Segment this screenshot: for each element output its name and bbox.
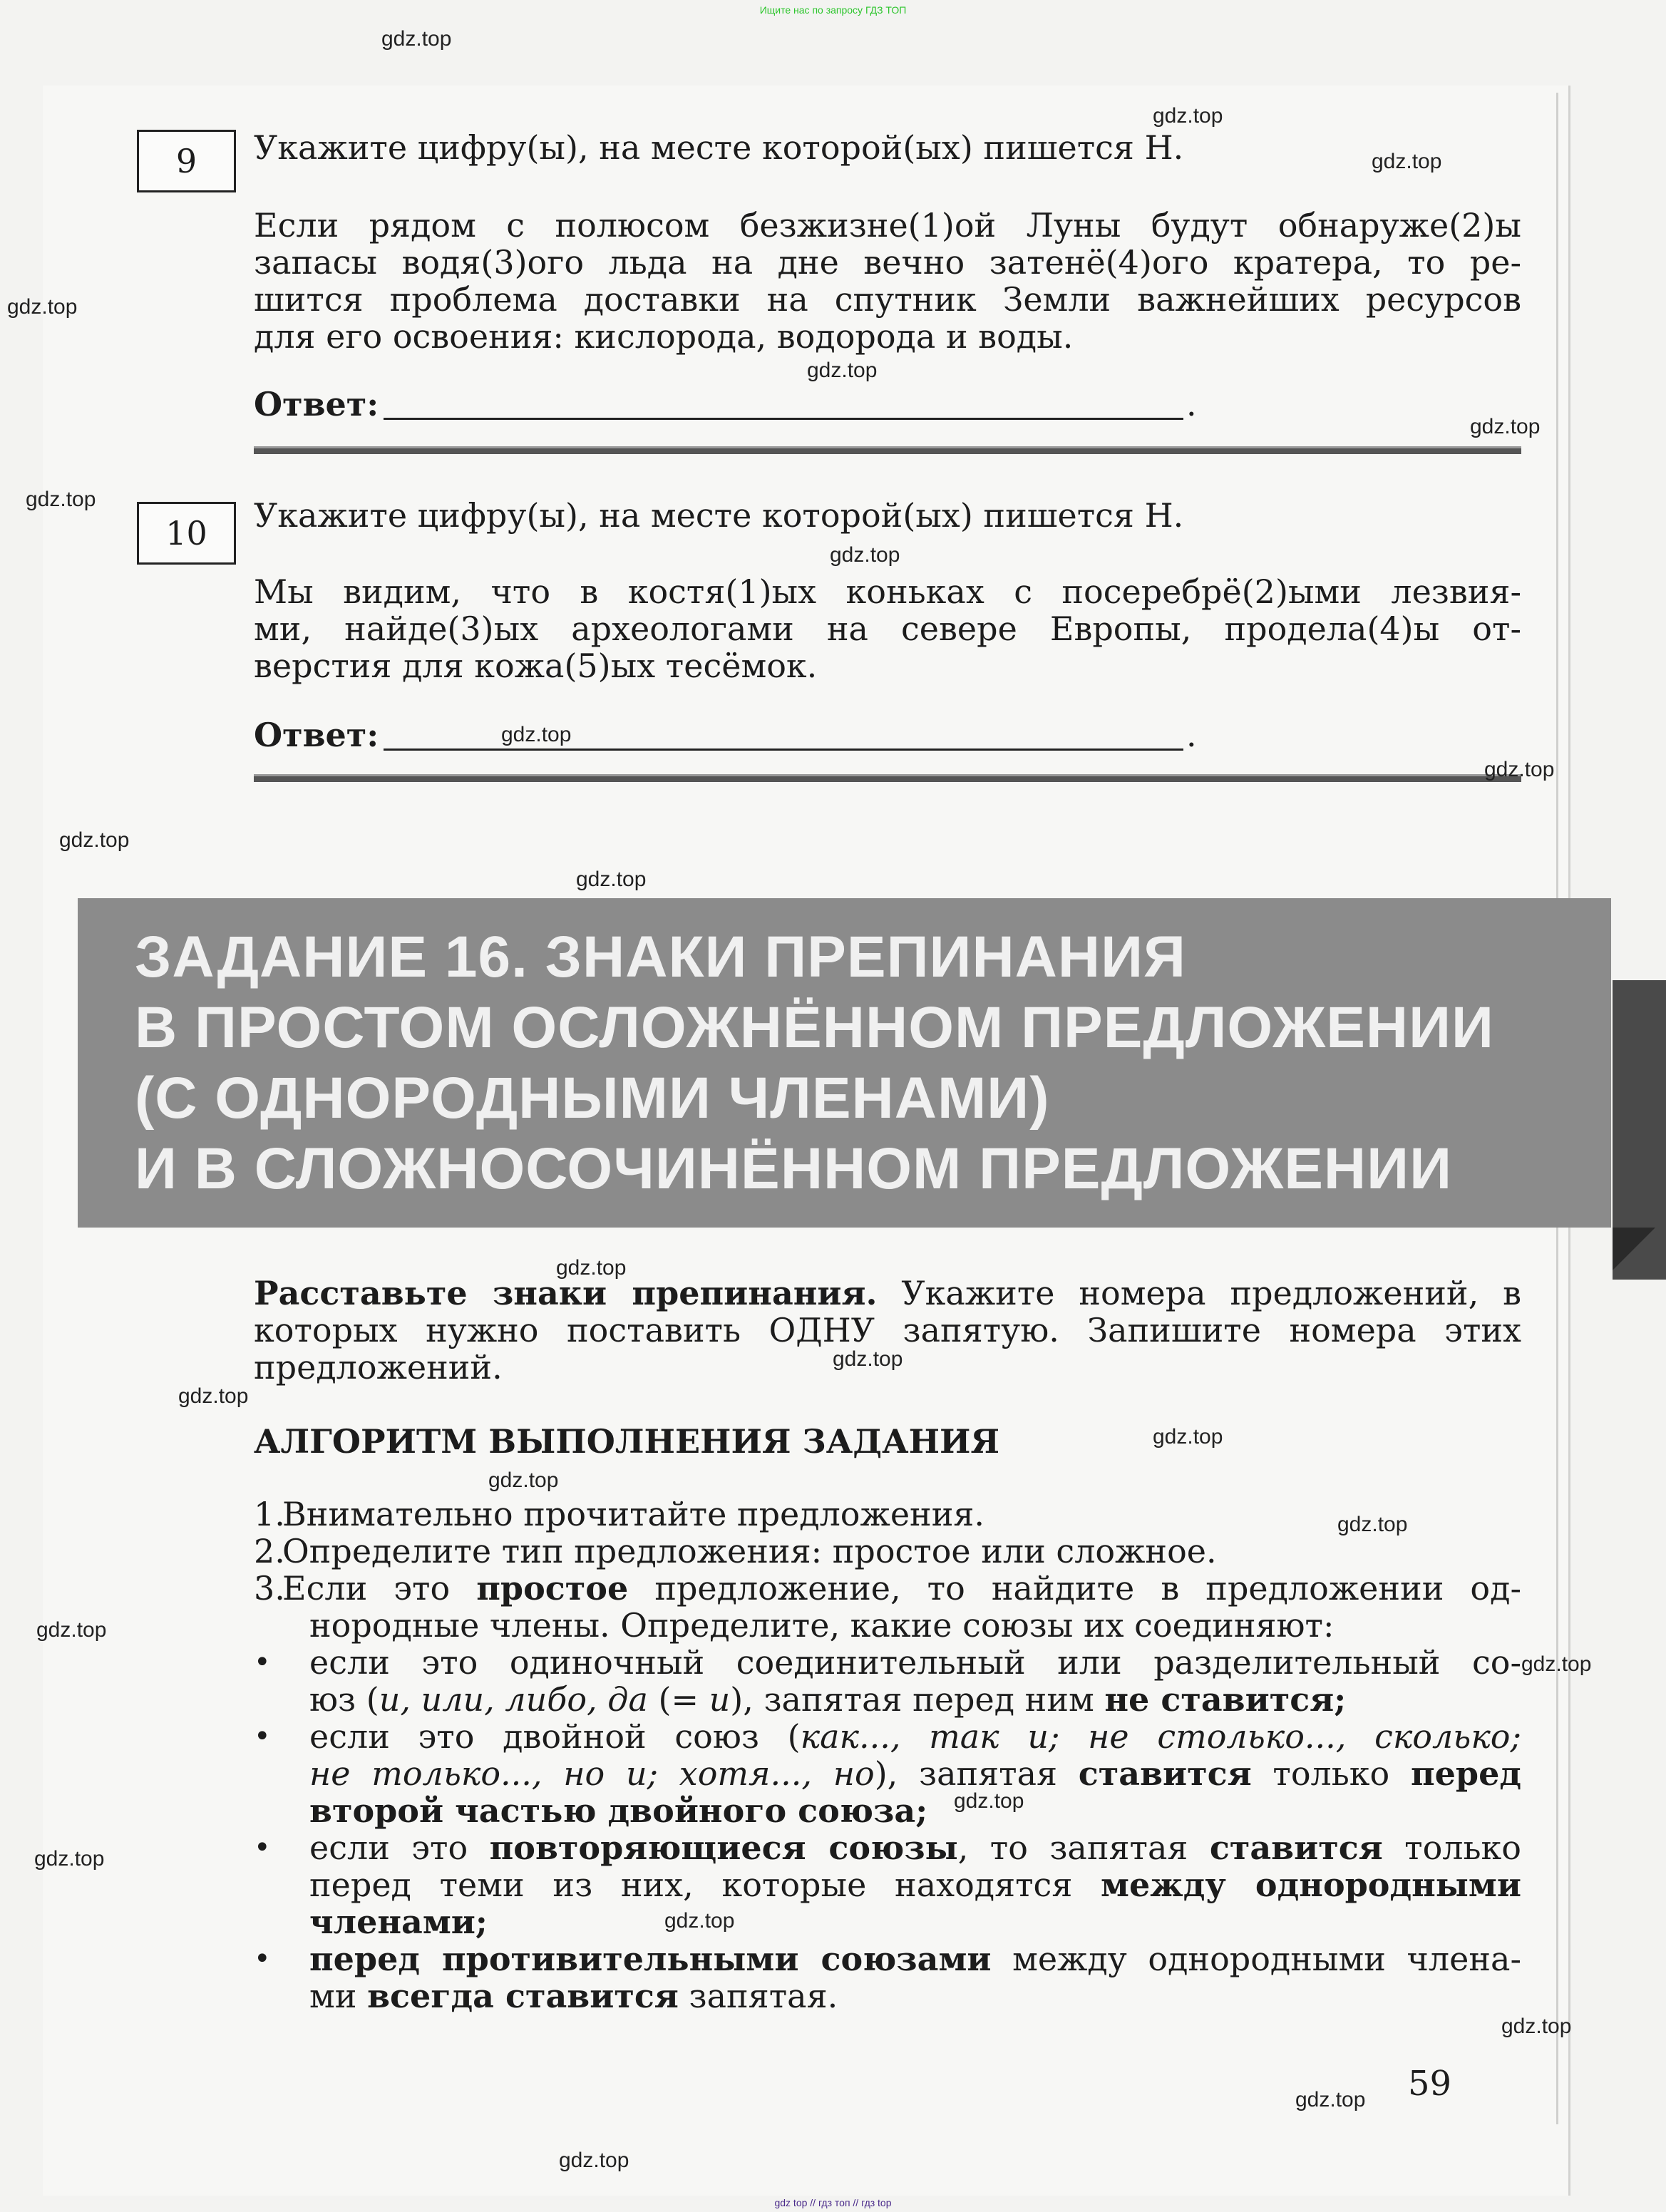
section-divider — [254, 446, 1521, 454]
algorithm-step-line — [254, 1903, 1521, 1940]
watermark: gdz.top — [807, 359, 878, 382]
text-line — [254, 610, 1521, 647]
text-run: (= — [647, 1680, 709, 1719]
line-text — [309, 1792, 1521, 1829]
watermark: gdz.top — [178, 1384, 249, 1408]
task-9-number-box: 9 — [137, 130, 236, 192]
banner-title-line: И В СЛОЖНОСОЧИНЁННОМ ПРЕДЛОЖЕНИИ — [135, 1136, 1453, 1201]
line-text — [309, 1977, 1521, 2015]
task-10-number-box: 10 — [137, 502, 236, 565]
text-line — [254, 647, 1521, 684]
text-run: ставится — [1209, 1828, 1383, 1867]
text-run: Если это — [282, 1569, 477, 1607]
bullet-icon: • — [254, 1646, 271, 1679]
watermark: gdz.top — [34, 1847, 105, 1871]
text-run: не ставится; — [1104, 1680, 1347, 1719]
text-line — [254, 244, 1521, 281]
step-number: 3. — [254, 1569, 285, 1607]
text-run: и — [709, 1680, 731, 1719]
footer-links[interactable]: gdz top // гдз топ // гдз top — [774, 2197, 892, 2208]
bullet-icon: • — [254, 1720, 271, 1753]
text-run: перед — [1410, 1754, 1521, 1793]
text-line — [254, 1275, 1521, 1312]
text-run: Расставьте знаки препинания. — [254, 1274, 878, 1312]
watermark: gdz.top — [501, 723, 572, 746]
text-run: юз ( — [309, 1680, 379, 1719]
watermark: gdz.top — [59, 828, 130, 852]
watermark: gdz.top — [7, 295, 78, 319]
line-text — [309, 1829, 1521, 1866]
text-run: которых нужно поставить ОДНУ запятую. Запишите номера этих — [254, 1311, 1521, 1349]
bullet-item-line — [254, 1644, 1521, 1681]
watermark: gdz.top — [664, 1909, 735, 1933]
text-line — [254, 318, 1521, 355]
task-10-answer-field[interactable] — [384, 747, 1183, 751]
text-run: только — [1382, 1828, 1522, 1867]
bullet-icon: • — [254, 1831, 271, 1864]
line-text — [309, 1755, 1521, 1792]
watermark: gdz.top — [1295, 2088, 1366, 2111]
text-run: между однородными члена- — [991, 1940, 1521, 1978]
text-line — [254, 207, 1521, 244]
text-run: и, или, либо, да — [379, 1680, 648, 1719]
watermark: gdz.top — [1501, 2015, 1572, 2038]
text-run: предложений. — [254, 1348, 503, 1387]
text-run: предложение, то найдите в предложении од- — [628, 1569, 1521, 1607]
text-run: ), запятая перед ним — [730, 1680, 1105, 1719]
watermark: gdz.top — [1337, 1513, 1408, 1536]
text-run: второй частью двойного союза; — [309, 1791, 928, 1830]
text-run: если это одиночный соединительный или разделительный со- — [309, 1643, 1521, 1682]
text-run: запасы водя(3)ого льда на дне вечно затенё(4)ого кратера, то ре- — [254, 243, 1521, 282]
watermark: gdz.top — [954, 1789, 1024, 1813]
watermark: gdz.top — [830, 543, 900, 567]
text-run: нородные члены. Определите, какие союзы их соединяют: — [309, 1606, 1335, 1645]
section-divider — [254, 774, 1521, 782]
text-run: перед противительными союзами — [309, 1940, 992, 1978]
task-9-text — [254, 207, 1521, 355]
task-9-answer-dot: . — [1186, 385, 1197, 423]
line-text — [309, 1718, 1521, 1755]
watermark: gdz.top — [1470, 415, 1541, 438]
bullet-item-line — [254, 1829, 1521, 1866]
watermark: gdz.top — [1153, 104, 1223, 128]
text-run: простое — [476, 1569, 629, 1607]
algorithm-heading: АЛГОРИТМ ВЫПОЛНЕНИЯ ЗАДАНИЯ — [254, 1422, 1000, 1461]
text-run: , то запятая — [957, 1828, 1210, 1867]
watermark: gdz.top — [833, 1347, 903, 1371]
line-text — [309, 1607, 1521, 1644]
section-title-banner — [78, 898, 1611, 1228]
text-run: верстия для кожа(5)ых тесёмок. — [254, 647, 818, 685]
text-run: ставится — [1078, 1754, 1252, 1793]
task-9-answer-field[interactable] — [384, 416, 1183, 420]
line-text — [282, 1533, 1521, 1570]
algorithm-step-line — [254, 1496, 1521, 1533]
step-number: 1. — [254, 1495, 285, 1533]
text-run: только — [1251, 1754, 1411, 1793]
text-line — [254, 281, 1521, 318]
task-10-text — [254, 573, 1521, 684]
line-text — [282, 1570, 1521, 1607]
text-run: шится проблема доставки на спутник Земли важнейших ресурсов — [254, 280, 1521, 319]
algorithm-step-line — [254, 1570, 1521, 1607]
watermark: gdz.top — [1521, 1652, 1592, 1676]
text-run: если это — [309, 1828, 490, 1867]
algorithm-step-line — [254, 1792, 1521, 1829]
step-number: 2. — [254, 1532, 285, 1570]
text-run: перед теми из них, которые находятся — [309, 1866, 1101, 1904]
text-run: всегда ставится — [367, 1977, 679, 2015]
text-run: ), запятая — [874, 1754, 1079, 1793]
line-text — [309, 1644, 1521, 1681]
text-run: ми — [309, 1977, 368, 2015]
banner-title-line: В ПРОСТОМ ОСЛОЖНЁННОМ ПРЕДЛОЖЕНИИ — [135, 995, 1494, 1060]
text-run: как..., так и; не столько..., сколько; — [800, 1717, 1521, 1756]
text-run: Если рядом с полюсом безжизне(1)ой Луны будут обнаруже(2)ы — [254, 206, 1521, 245]
algorithm-step-line — [254, 1866, 1521, 1903]
watermark: gdz.top — [36, 1618, 107, 1642]
algorithm-step-line — [254, 1977, 1521, 2015]
line-text — [309, 1940, 1521, 1977]
algorithm-step-line — [254, 1607, 1521, 1644]
algorithm-list — [254, 1496, 1521, 2015]
text-line — [254, 1312, 1521, 1349]
watermark: gdz.top — [1153, 1425, 1223, 1449]
text-run: Мы видим, что в костя(1)ых коньках с посеребрё(2)ыми лезвия- — [254, 572, 1521, 611]
line-text — [309, 1903, 1521, 1940]
page-number: 59 — [1408, 2064, 1452, 2104]
line-text — [309, 1681, 1521, 1718]
watermark: gdz.top — [576, 868, 647, 891]
text-run: ми, найде(3)ых археологами на севере Европы, продела(4)ы от- — [254, 609, 1521, 648]
text-run: между однородными — [1101, 1866, 1521, 1904]
search-hint-banner[interactable]: Ищите нас по запросу ГДЗ ТОП — [759, 4, 907, 16]
bullet-item-line — [254, 1718, 1521, 1755]
line-text — [282, 1496, 1521, 1533]
text-run: Внимательно прочитайте предложения. — [282, 1495, 985, 1533]
text-run: членами; — [309, 1903, 488, 1941]
bullet-item-line — [254, 1940, 1521, 1977]
algorithm-step-line — [254, 1533, 1521, 1570]
text-line — [254, 573, 1521, 610]
task-9-answer-label: Ответ: — [254, 385, 379, 423]
watermark: gdz.top — [556, 1256, 627, 1280]
task-10-answer-dot: . — [1186, 716, 1197, 754]
task-10-answer-label: Ответ: — [254, 716, 379, 754]
text-run: Укажите номера предложений, в — [877, 1274, 1521, 1312]
watermark: gdz.top — [1484, 758, 1555, 781]
text-run: запятая. — [678, 1977, 838, 2015]
algorithm-step-line — [254, 1755, 1521, 1792]
watermark: gdz.top — [559, 2149, 629, 2172]
banner-title-line: (С ОДНОРОДНЫМИ ЧЛЕНАМИ) — [135, 1066, 1050, 1131]
page-edge-tab-fold — [1613, 1228, 1655, 1270]
watermark: gdz.top — [488, 1468, 559, 1492]
line-text — [309, 1866, 1521, 1903]
text-run: для его освоения: кислорода, водорода и воды. — [254, 317, 1074, 356]
bullet-icon: • — [254, 1943, 271, 1975]
text-run: повторяющиеся союзы — [489, 1828, 958, 1867]
task-9-question: Укажите цифру(ы), на месте которой(ых) пишется Н. — [254, 128, 1184, 167]
watermark: gdz.top — [1372, 150, 1442, 173]
text-run: Определите тип предложения: простое или сложное. — [282, 1532, 1217, 1570]
watermark: gdz.top — [26, 488, 96, 511]
banner-title-line: ЗАДАНИЕ 16. ЗНАКИ ПРЕПИНАНИЯ — [135, 925, 1186, 989]
algorithm-step-line — [254, 1681, 1521, 1718]
watermark: gdz.top — [381, 27, 452, 51]
task-10-question: Укажите цифру(ы), на месте которой(ых) пишется Н. — [254, 496, 1184, 535]
text-run: не только..., но и; хотя..., но — [309, 1754, 875, 1793]
text-run: если это двойной союз ( — [309, 1717, 801, 1756]
